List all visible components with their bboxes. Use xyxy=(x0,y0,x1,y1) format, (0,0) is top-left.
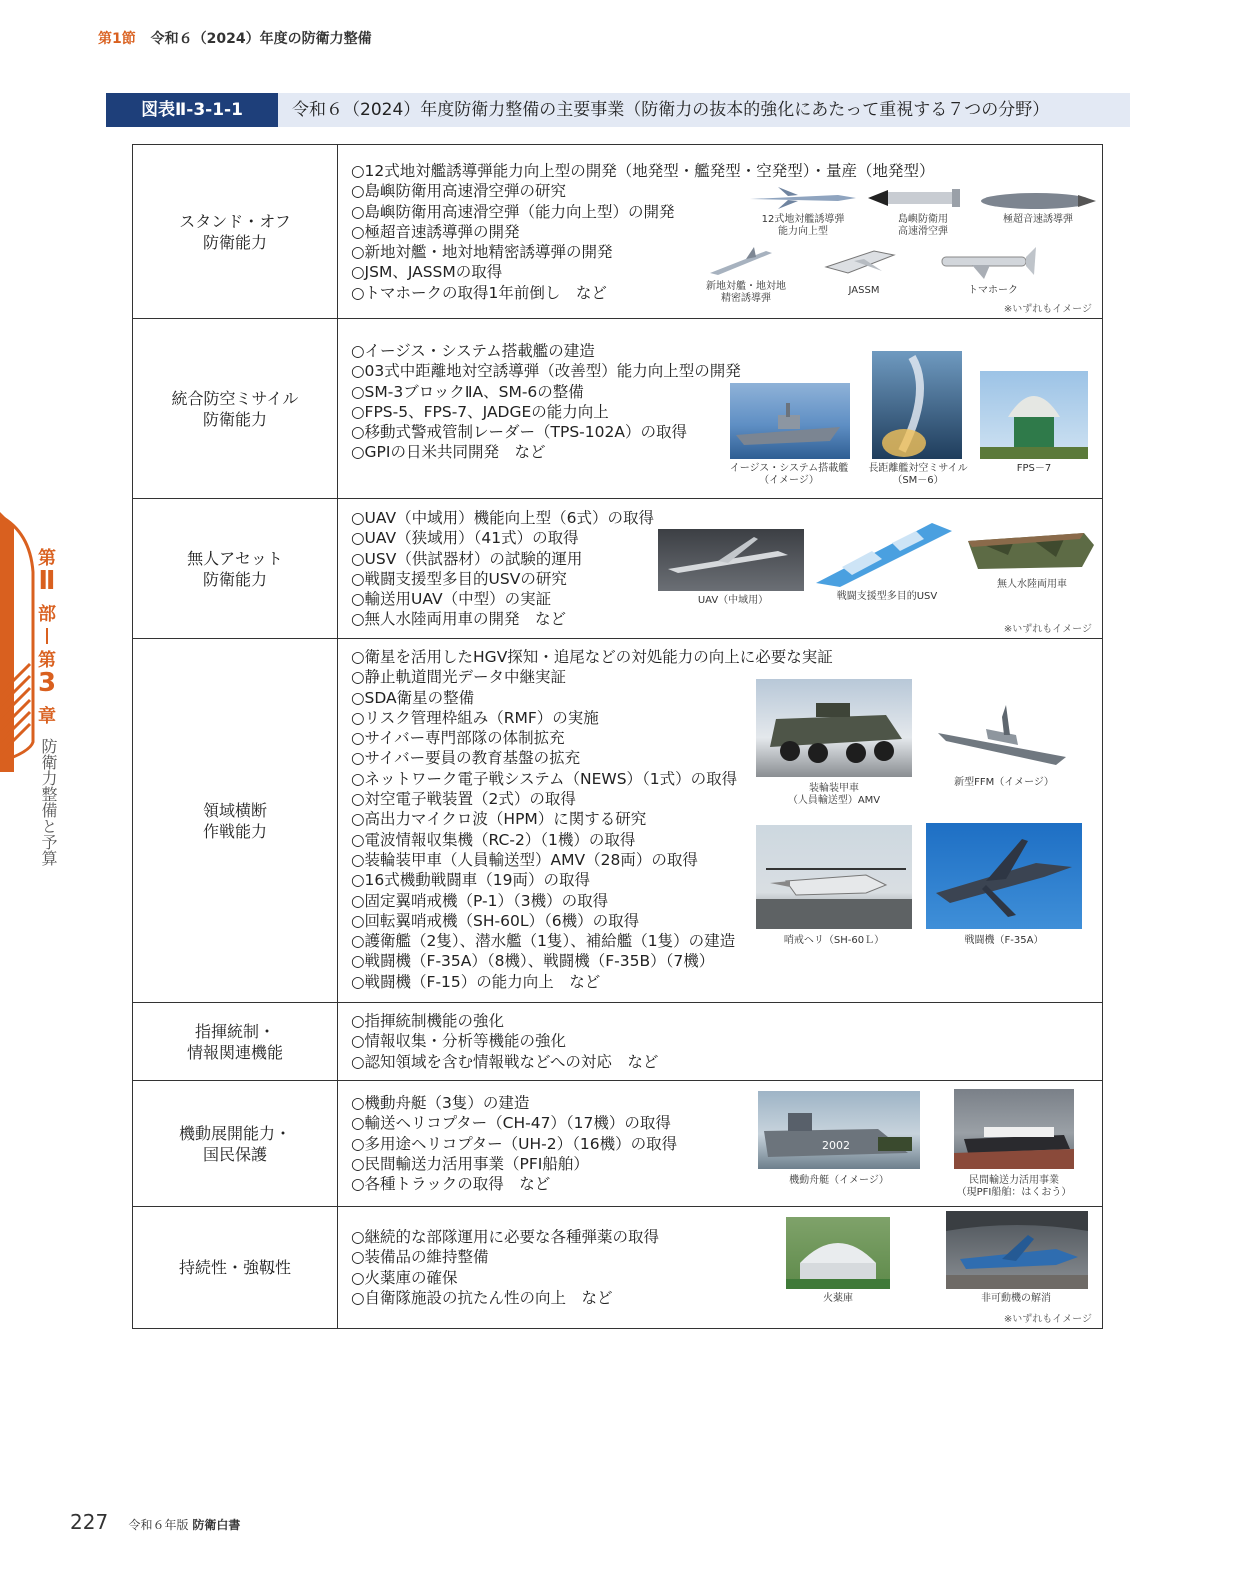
image-caption: 哨戒ヘリ（SH-60Ｌ） xyxy=(783,935,885,946)
image-caption: FPS－7 xyxy=(1016,463,1052,474)
fps7-radar-photo xyxy=(980,371,1088,459)
content-cell xyxy=(338,145,1103,319)
jassm-image xyxy=(824,241,896,279)
chapter-suffix: 章 xyxy=(38,706,56,727)
list-item: ○ 各種トラックの取得 など xyxy=(351,1174,677,1194)
image-caption: 装輪装甲車 （人員輸送型）AMV xyxy=(787,783,881,806)
image-caption: 長距離艦対空ミサイル （SM－6） xyxy=(868,463,968,486)
running-header xyxy=(98,28,372,48)
image-caption: UAV（中域用） xyxy=(697,595,769,606)
list-item: ○ 戦闘機（F-35A）（8機）、戦闘機（F-35B）（7機） xyxy=(351,951,833,971)
list-item: ○ FPS-5、FPS-7、JADGEの能力向上 xyxy=(351,402,741,422)
list-item: ○ 自衛隊施設の抗たん性の向上 など xyxy=(351,1288,659,1308)
image-caption: 新地対艦・地対地 精密誘導弾 xyxy=(706,281,786,304)
category-cell: 持続性・強靱性 xyxy=(133,1207,338,1329)
usv-image xyxy=(812,517,954,589)
list-item: ○ 認知領域を含む情報戦などへの対応 など xyxy=(351,1052,658,1072)
image-caption: 極超音速誘導弾 xyxy=(1003,214,1073,225)
list-item: ○ 島嶼防衛用高速滑空弾（能力向上型）の開発 xyxy=(351,202,935,222)
list-item: ○ 衛星を活用したHGV探知・追尾などの対処能力の向上に必要な実証 xyxy=(351,647,833,667)
image-caption: トマホーク xyxy=(968,285,1018,296)
content-cell xyxy=(338,1207,1103,1329)
list-item: ○ 電波情報収集機（RC-2）（1機）の取得 xyxy=(351,830,833,850)
list-item: ○ 03式中距離地対空誘導弾（改善型）能力向上型の開発 xyxy=(351,361,741,381)
image-caption: 戦闘支援型多目的USV xyxy=(836,591,938,602)
missile-image xyxy=(748,183,858,213)
glide-vehicle-image xyxy=(866,185,966,211)
category-cell: 無人アセット 防衛能力 xyxy=(133,499,338,639)
table-row xyxy=(133,1003,1103,1081)
content-cell xyxy=(338,499,1103,639)
list-item: ○ UAV（中域用）機能向上型（6式）の取得 xyxy=(351,508,654,528)
list-item: ○ 装備品の維持整備 xyxy=(351,1247,659,1267)
list-item: ○ 対空電子戦装置（2式）の取得 xyxy=(351,789,833,809)
figure-title: 令和６（2024）年度防衛力整備の主要事業（防衛力の抜本的強化にあたって重視する７つの分野） xyxy=(292,100,1050,120)
chapter-number: 3 xyxy=(37,668,57,698)
list-item: ○ SDA衛星の整備 xyxy=(351,688,833,708)
list-item: ○ サイバー専門部隊の体制拡充 xyxy=(351,728,833,748)
hull-number: 2002 xyxy=(822,1139,850,1152)
content-cell xyxy=(338,319,1103,499)
image-caption: 新型FFM（イメージ） xyxy=(954,777,1054,788)
list-item: ○ JSM、JASSMの取得 xyxy=(351,262,935,282)
list-item: ○ 戦闘機（F-15）の能力向上 など xyxy=(351,972,833,992)
chapter-label: 第 xyxy=(38,650,56,671)
part-suffix: 部 xyxy=(38,604,56,625)
section-title: 令和６（2024）年度の防衛力整備 xyxy=(150,31,372,47)
landing-craft-photo xyxy=(758,1091,920,1169)
chapter-tab-stripes xyxy=(0,512,70,772)
table-row xyxy=(133,499,1103,639)
category-cell: スタンド・オフ 防衛能力 xyxy=(133,145,338,319)
item-list xyxy=(351,341,741,463)
list-item: ○ SM-3ブロックⅡA、SM-6の整備 xyxy=(351,382,741,402)
ammunition-depot-photo xyxy=(786,1217,890,1289)
list-item: ○ イージス・システム搭載艦の建造 xyxy=(351,341,741,361)
list-item: ○ 16式機動戦闘車（19両）の取得 xyxy=(351,870,833,890)
list-item: ○ USV（供試器材）の試験的運用 xyxy=(351,549,654,569)
part-label: 第 xyxy=(38,548,56,569)
list-item: ○ 装輪装甲車（人員輸送型）AMV（28両）の取得 xyxy=(351,850,833,870)
image-note: ※いずれもイメージ xyxy=(1003,304,1092,315)
publication: 令和６年版 防衛白書 xyxy=(128,1518,241,1532)
list-item: ○ UAV（狭域用）（41式）の取得 xyxy=(351,528,654,548)
content-cell xyxy=(338,1081,1103,1207)
list-item: ○ 12式地対艦誘導弾能力向上型の開発（地発型・艦発型・空発型）・量産（地発型） xyxy=(351,161,935,181)
figure-number: 図表Ⅱ-3-1-1 xyxy=(106,93,278,127)
list-item: ○ 新地対艦・地対地精密誘導弾の開発 xyxy=(351,242,935,262)
list-item: ○ 無人水陸両用車の開発 など xyxy=(351,609,654,629)
sm6-launch-photo xyxy=(872,351,962,459)
table-row xyxy=(133,639,1103,1003)
list-item: ○ サイバー要員の教育基盤の拡充 xyxy=(351,748,833,768)
list-item: ○ 護衛艦（2隻）、潜水艦（1隻）、補給艦（1隻）の建造 xyxy=(351,931,833,951)
page-footer xyxy=(70,1510,240,1534)
hypersonic-missile-image xyxy=(978,189,1098,213)
divider xyxy=(46,628,48,644)
uav-photo xyxy=(658,529,804,591)
ffm-image xyxy=(936,699,1070,771)
amv-photo xyxy=(756,679,912,777)
amphibious-vehicle-image xyxy=(964,527,1096,573)
aircraft-maintenance-photo xyxy=(946,1211,1088,1289)
image-caption: 火薬庫 xyxy=(823,1293,853,1304)
pfi-ship-photo xyxy=(954,1089,1074,1169)
category-cell: 指揮統制・ 情報関連機能 xyxy=(133,1003,338,1081)
list-item: ○ 回転翼哨戒機（SH-60L）（6機）の取得 xyxy=(351,911,833,931)
image-caption: 機動舟艇（イメージ） xyxy=(789,1175,889,1186)
list-item: ○ トマホークの取得1年前倒し など xyxy=(351,283,935,303)
item-list xyxy=(351,1227,659,1308)
category-cell: 統合防空ミサイル 防衛能力 xyxy=(133,319,338,499)
precision-missile-image xyxy=(706,245,776,279)
list-item: ○ 情報収集・分析等機能の強化 xyxy=(351,1031,658,1051)
f35a-photo xyxy=(926,823,1082,929)
list-item: ○ 島嶼防衛用高速滑空弾の研究 xyxy=(351,181,935,201)
image-caption: 民間輸送力活用事業 （現PFI船舶：はくおう） xyxy=(956,1175,1072,1198)
tomahawk-image xyxy=(938,241,1038,281)
list-item: ○ リスク管理枠組み（RMF）の実施 xyxy=(351,708,833,728)
image-caption: 12式地対艦誘導弾 能力向上型 xyxy=(761,214,845,237)
list-item: ○ 固定翼哨戒機（P-1）（3機）の取得 xyxy=(351,891,833,911)
list-item: ○ 高出力マイクロ波（HPM）に関する研究 xyxy=(351,809,833,829)
table-row xyxy=(133,1207,1103,1329)
item-list xyxy=(351,1093,677,1194)
part-number: Ⅱ xyxy=(38,566,56,596)
table-row xyxy=(133,145,1103,319)
list-item: ○ 輸送用UAV（中型）の実証 xyxy=(351,589,654,609)
image-caption: 島嶼防衛用 高速滑空弾 xyxy=(898,214,948,237)
figure-title-band xyxy=(106,93,1130,127)
image-caption: 非可動機の解消 xyxy=(981,1293,1051,1304)
list-item: ○ 極超音速誘導弾の開発 xyxy=(351,222,935,242)
image-note: ※いずれもイメージ xyxy=(1003,624,1092,635)
item-list xyxy=(351,1011,658,1072)
helicopter-photo xyxy=(756,825,912,929)
main-table xyxy=(132,144,1103,1329)
image-note: ※いずれもイメージ xyxy=(1003,1314,1092,1325)
table-row xyxy=(133,319,1103,499)
category-cell: 領域横断 作戦能力 xyxy=(133,639,338,1003)
list-item: ○ 機動舟艇（3隻）の建造 xyxy=(351,1093,677,1113)
list-item: ○ 静止軌道間光データ中継実証 xyxy=(351,667,833,687)
section-number: 第1節 xyxy=(98,31,136,47)
item-list xyxy=(351,508,654,630)
category-cell: 機動展開能力・ 国民保護 xyxy=(133,1081,338,1207)
list-item: ○ 継続的な部隊運用に必要な各種弾薬の取得 xyxy=(351,1227,659,1247)
aegis-ship-photo xyxy=(730,383,850,459)
content-cell xyxy=(338,1003,1103,1081)
list-item: ○ 指揮統制機能の強化 xyxy=(351,1011,658,1031)
table-row xyxy=(133,1081,1103,1207)
image-caption: 無人水陸両用車 xyxy=(997,579,1067,590)
list-item: ○ GPIの日米共同開発 など xyxy=(351,442,741,462)
image-caption: JASSM xyxy=(848,285,880,296)
list-item: ○ 火薬庫の確保 xyxy=(351,1268,659,1288)
page-number: 227 xyxy=(70,1510,109,1534)
content-cell xyxy=(338,639,1103,1003)
image-caption: イージス・システム搭載艦 （イメージ） xyxy=(729,463,849,486)
list-item: ○ 戦闘支援型多目的USVの研究 xyxy=(351,569,654,589)
list-item: ○ 多用途ヘリコプター（UH-2）（16機）の取得 xyxy=(351,1134,677,1154)
image-caption: 戦闘機（F-35A） xyxy=(964,935,1044,946)
list-item: ○ 民間輸送力活用事業（PFI船舶） xyxy=(351,1154,677,1174)
list-item: ○ ネットワーク電子戦システム（NEWS）（1式）の取得 xyxy=(351,769,833,789)
list-item: ○ 輸送ヘリコプター（CH-47）（17機）の取得 xyxy=(351,1113,677,1133)
chapter-subtitle: 防衛力整備と予算 xyxy=(39,738,58,866)
list-item: ○ 移動式警戒管制レーダー（TPS-102A）の取得 xyxy=(351,422,741,442)
